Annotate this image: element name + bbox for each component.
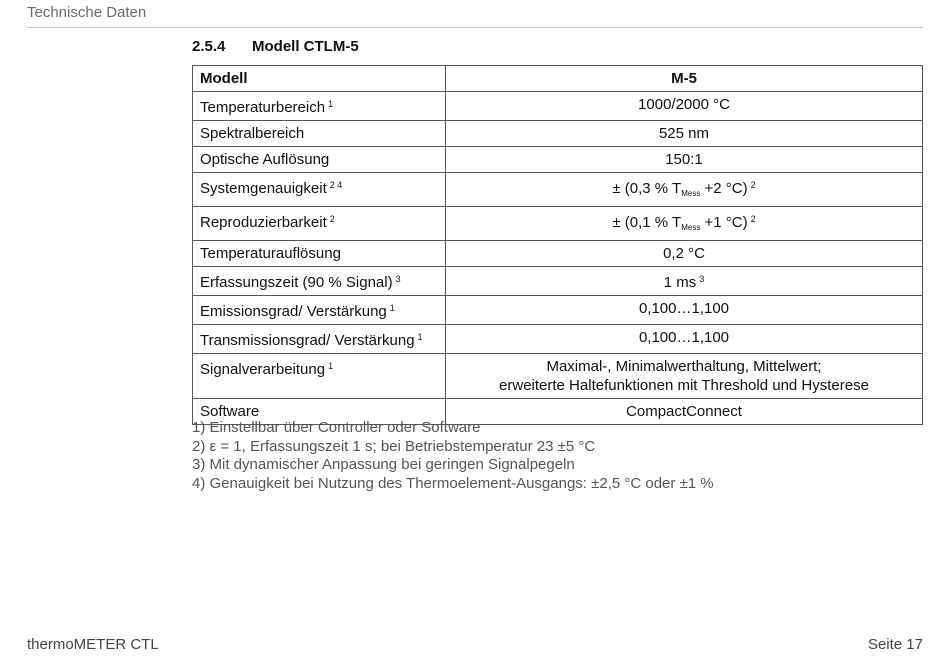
row-label: Erfassungszeit (90 % Signal) $^3$ (193, 267, 446, 296)
row-value: 1000/2000 °C (446, 92, 923, 121)
row-value: CompactConnect (446, 399, 923, 425)
footnote: 1) Einstellbar über Controller oder Software (192, 419, 481, 436)
row-label: Spektralbereich (193, 121, 446, 147)
table-row (193, 267, 923, 296)
row-value: ± (0,3 % $T_{Mess} +2$ °C) $^2$ (446, 173, 923, 207)
row-value: 525 nm (446, 121, 923, 147)
table-row (193, 354, 923, 399)
header-label: Modell (193, 66, 446, 92)
running-header: Technische Daten (27, 4, 147, 21)
row-label: Temperaturauflösung (193, 241, 446, 267)
row-value: 150:1 (446, 147, 923, 173)
row-label: Emissionsgrad/ Verstärkung $^1$ (193, 296, 446, 325)
table-row (193, 173, 923, 207)
header-divider (27, 27, 923, 28)
section-title: Modell CTLM-5 (252, 38, 359, 55)
footnotes (192, 419, 714, 493)
row-label: Signalverarbeitung $^1$ (193, 354, 446, 399)
footer-product: thermoMETER CTL (27, 636, 159, 653)
footer-page-number: Seite 17 (867, 636, 923, 653)
row-label: Transmissionsgrad/ Verstärkung $^1$ (193, 325, 446, 354)
footnote: 2) ε = 1, Erfassungszeit 1 s; bei Betriebstemperatur 23 ±5 °C (192, 437, 596, 455)
footnote-ref: 1 (328, 99, 334, 109)
row-value: 0,100…1,100 (446, 296, 923, 325)
table-row (193, 147, 923, 173)
table-row (193, 121, 923, 147)
footnote: 3) Mit dynamischer Anpassung bei geringen Signalpegeln (192, 456, 575, 473)
row-label: Systemgenauigkeit $^{2 4}$ (193, 173, 446, 207)
table-row (193, 325, 923, 354)
section-heading (192, 38, 359, 55)
header-value: M-5 (446, 66, 923, 92)
row-value: 1 ms $^3$ (446, 267, 923, 296)
table-row (193, 296, 923, 325)
table-row (193, 92, 923, 121)
footnote-ref: 2 (750, 180, 756, 190)
footnote: 4) Genauigkeit bei Nutzung des Thermoelement-Ausgangs: ±2,5 °C oder ±1 % (192, 474, 714, 492)
table-row (193, 207, 923, 241)
section-number: 2.5.4 (192, 38, 226, 55)
row-label: Software (193, 399, 446, 425)
footnote-ref: 2 4 (329, 180, 343, 190)
row-value: Maximal-, Minimalwerthaltung, Mittelwert; erweiterte Haltefunktionen mit Threshold und Hysterese (446, 354, 923, 399)
row-value: 0,2 °C (446, 241, 923, 267)
row-label: Temperaturbereich $^1$ (193, 92, 446, 121)
table-header-row (193, 66, 923, 92)
spec-table (192, 65, 923, 425)
footnote-ref: 2 (750, 214, 756, 224)
row-value: 0,100…1,100 (446, 325, 923, 354)
footnote-ref: 2 (329, 214, 335, 224)
row-label: Optische Auflösung (193, 147, 446, 173)
footnote-ref: 3 (395, 274, 401, 284)
row-value: ± (0,1 % $T_{Mess} +1$ °C) $^2$ (446, 207, 923, 241)
table-row (193, 241, 923, 267)
footnote-ref: 1 (389, 303, 395, 313)
footnote-ref: 3 (699, 274, 705, 284)
row-label: Reproduzierbarkeit $^2$ (193, 207, 446, 241)
footnote-ref: 1 (328, 361, 334, 371)
footnote-ref: 1 (417, 332, 423, 342)
